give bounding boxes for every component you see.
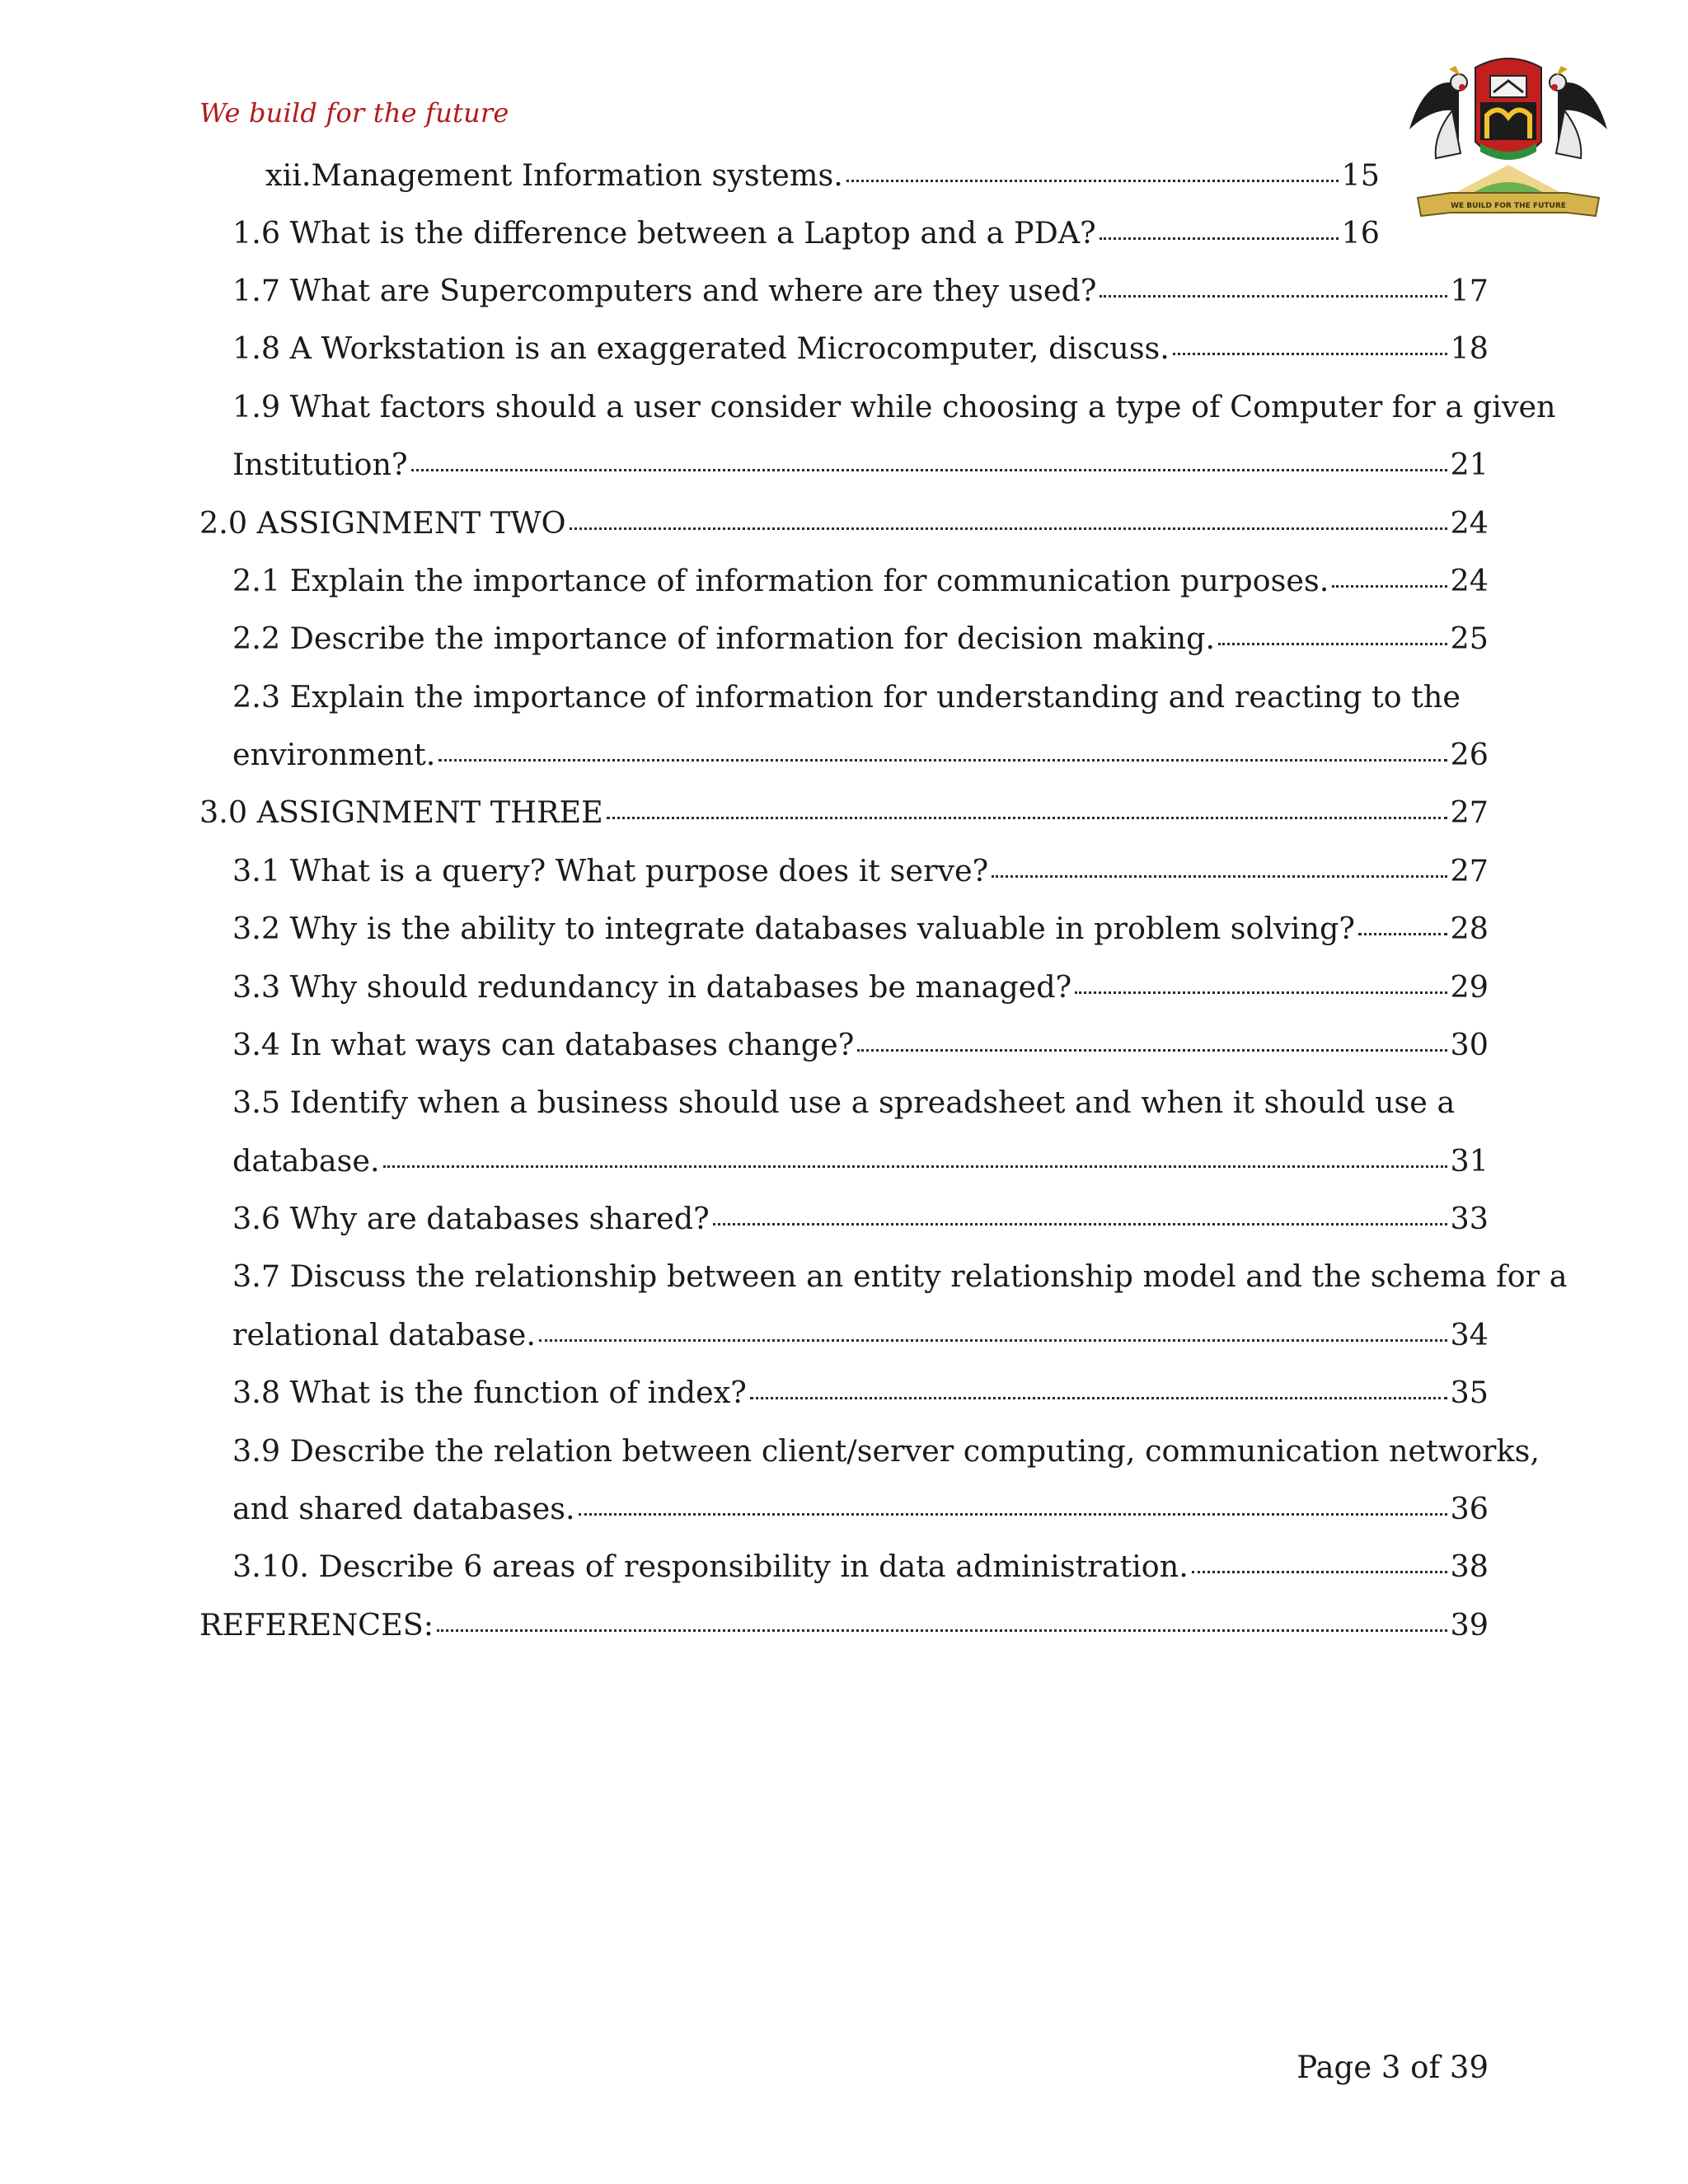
- toc-entry[interactable]: [232, 737, 1489, 772]
- toc-page-number: 36: [1450, 1491, 1489, 1526]
- toc-entry-title-line1[interactable]: 2.3 Explain the importance of information for understanding and reacting to the: [232, 679, 1461, 715]
- toc-dot-leader: [579, 1513, 1447, 1516]
- toc-entry-title: 3.4 In what ways can databases change?: [232, 1027, 855, 1062]
- toc-dot-leader: [1218, 643, 1447, 645]
- toc-entry-title: 3.2 Why is the ability to integrate databases valuable in problem solving?: [232, 911, 1355, 946]
- toc-dot-leader: [570, 527, 1447, 530]
- toc-dot-leader: [1100, 237, 1339, 240]
- toc-entry-title: 2.2 Describe the importance of information for decision making.: [232, 621, 1216, 656]
- toc-entry-title: REFERENCES:: [199, 1607, 434, 1643]
- toc-entry[interactable]: [232, 1201, 1489, 1236]
- toc-page-number: 21: [1450, 447, 1489, 482]
- toc-entry[interactable]: [232, 969, 1489, 1005]
- toc-entry-title: 3.10. Describe 6 areas of responsibility in data administration.: [232, 1549, 1189, 1584]
- toc-dot-leader: [411, 469, 1447, 471]
- toc-page-number: 34: [1450, 1317, 1489, 1352]
- toc-entry-title: xii.Management Information systems.: [265, 157, 843, 193]
- toc-entry-title: 1.8 A Workstation is an exaggerated Microcomputer, discuss.: [232, 330, 1170, 366]
- toc-entry-title: environment.: [232, 737, 436, 772]
- toc-dot-leader: [1192, 1571, 1447, 1573]
- toc-entry[interactable]: [232, 1549, 1489, 1584]
- header-motto: We build for the future: [199, 97, 509, 129]
- toc-page-number: 33: [1450, 1201, 1489, 1236]
- toc-dot-leader: [1173, 353, 1447, 355]
- toc-entry[interactable]: [232, 330, 1489, 366]
- toc-page-number: 18: [1450, 330, 1489, 366]
- toc-page-number: 24: [1450, 563, 1489, 598]
- toc-entry-title: 3.6 Why are databases shared?: [232, 1201, 710, 1236]
- toc-entry-title: 3.0 ASSIGNMENT THREE: [199, 794, 603, 830]
- toc-dot-leader: [992, 875, 1447, 878]
- toc-entry-title: 2.0 ASSIGNMENT TWO: [199, 505, 566, 541]
- toc-dot-leader: [713, 1223, 1447, 1226]
- toc-entry[interactable]: [232, 1491, 1489, 1526]
- toc-entry[interactable]: [232, 1143, 1489, 1179]
- toc-entry[interactable]: [232, 911, 1489, 946]
- toc-entry-title: 1.6 What is the difference between a Laptop and a PDA?: [232, 215, 1096, 251]
- toc-entry[interactable]: [232, 1027, 1489, 1062]
- toc-page-number: 35: [1450, 1375, 1489, 1410]
- toc-entry-title: 3.3 Why should redundancy in databases be managed?: [232, 969, 1072, 1005]
- toc-dot-leader: [846, 180, 1339, 182]
- toc-dot-leader: [437, 1629, 1447, 1632]
- toc-entry-title-line1[interactable]: 3.7 Discuss the relationship between an entity relationship model and the schema for a: [232, 1258, 1568, 1294]
- toc-entry[interactable]: [232, 447, 1489, 482]
- toc-entry[interactable]: [232, 621, 1489, 656]
- toc-page-number: 28: [1450, 911, 1489, 946]
- page-number-footer: Page 3 of 39: [1296, 2050, 1489, 2085]
- toc-entry-title: 1.7 What are Supercomputers and where are they used?: [232, 273, 1097, 308]
- toc-entry[interactable]: [232, 1375, 1489, 1410]
- toc-dot-leader: [1075, 991, 1447, 994]
- toc-entry[interactable]: [232, 563, 1489, 598]
- toc-entry[interactable]: [232, 215, 1380, 251]
- toc-entry-title: database.: [232, 1143, 380, 1179]
- toc-entry-title: 3.8 What is the function of index?: [232, 1375, 747, 1410]
- toc-entry-title-line1[interactable]: 3.5 Identify when a business should use a spreadsheet and when it should use a: [232, 1085, 1456, 1120]
- toc-page-number: 38: [1450, 1549, 1489, 1584]
- toc-entry[interactable]: [232, 1317, 1489, 1352]
- toc-entry-title: and shared databases.: [232, 1491, 575, 1526]
- toc-dot-leader: [438, 759, 1447, 762]
- toc-dot-leader: [1332, 585, 1447, 588]
- toc-entry-title: 2.1 Explain the importance of information for communication purposes.: [232, 563, 1329, 598]
- toc-page-number: 29: [1450, 969, 1489, 1005]
- toc-entry[interactable]: [199, 505, 1489, 541]
- toc-page-number: 16: [1341, 215, 1380, 251]
- toc-entry[interactable]: [232, 853, 1489, 888]
- svg-text:WE BUILD FOR THE FUTURE: WE BUILD FOR THE FUTURE: [1451, 202, 1566, 210]
- toc-page-number: 24: [1450, 505, 1489, 541]
- toc-dot-leader: [1100, 295, 1447, 298]
- toc-entry-title-line1[interactable]: 1.9 What factors should a user consider while choosing a type of Computer for a given: [232, 389, 1556, 424]
- toc-page-number: 17: [1450, 273, 1489, 308]
- toc-page-number: 31: [1450, 1143, 1489, 1179]
- toc-entry[interactable]: [199, 1607, 1489, 1643]
- toc-entry[interactable]: [199, 794, 1489, 830]
- toc-page-number: 15: [1341, 157, 1380, 193]
- toc-dot-leader: [1358, 933, 1447, 935]
- toc-dot-leader: [857, 1049, 1447, 1052]
- toc-page-number: 27: [1450, 853, 1489, 888]
- toc-entry[interactable]: [232, 273, 1489, 308]
- toc-dot-leader: [750, 1397, 1447, 1399]
- toc-entry-title: relational database.: [232, 1317, 536, 1352]
- toc-entry-title: Institution?: [232, 447, 408, 482]
- toc-entry-title: 3.1 What is a query? What purpose does it serve?: [232, 853, 989, 888]
- toc-page-number: 30: [1450, 1027, 1489, 1062]
- toc-entry[interactable]: [265, 157, 1380, 193]
- toc-entry-title-line1[interactable]: 3.9 Describe the relation between client/server computing, communication networks,: [232, 1433, 1540, 1469]
- toc-dot-leader: [383, 1165, 1447, 1168]
- toc-page-number: 39: [1450, 1607, 1489, 1643]
- toc-dot-leader: [607, 817, 1447, 819]
- toc-page-number: 26: [1450, 737, 1489, 772]
- toc-page-number: 25: [1450, 621, 1489, 656]
- university-crest-logo: [1401, 51, 1615, 231]
- toc-page-number: 27: [1450, 794, 1489, 830]
- toc-dot-leader: [539, 1339, 1447, 1342]
